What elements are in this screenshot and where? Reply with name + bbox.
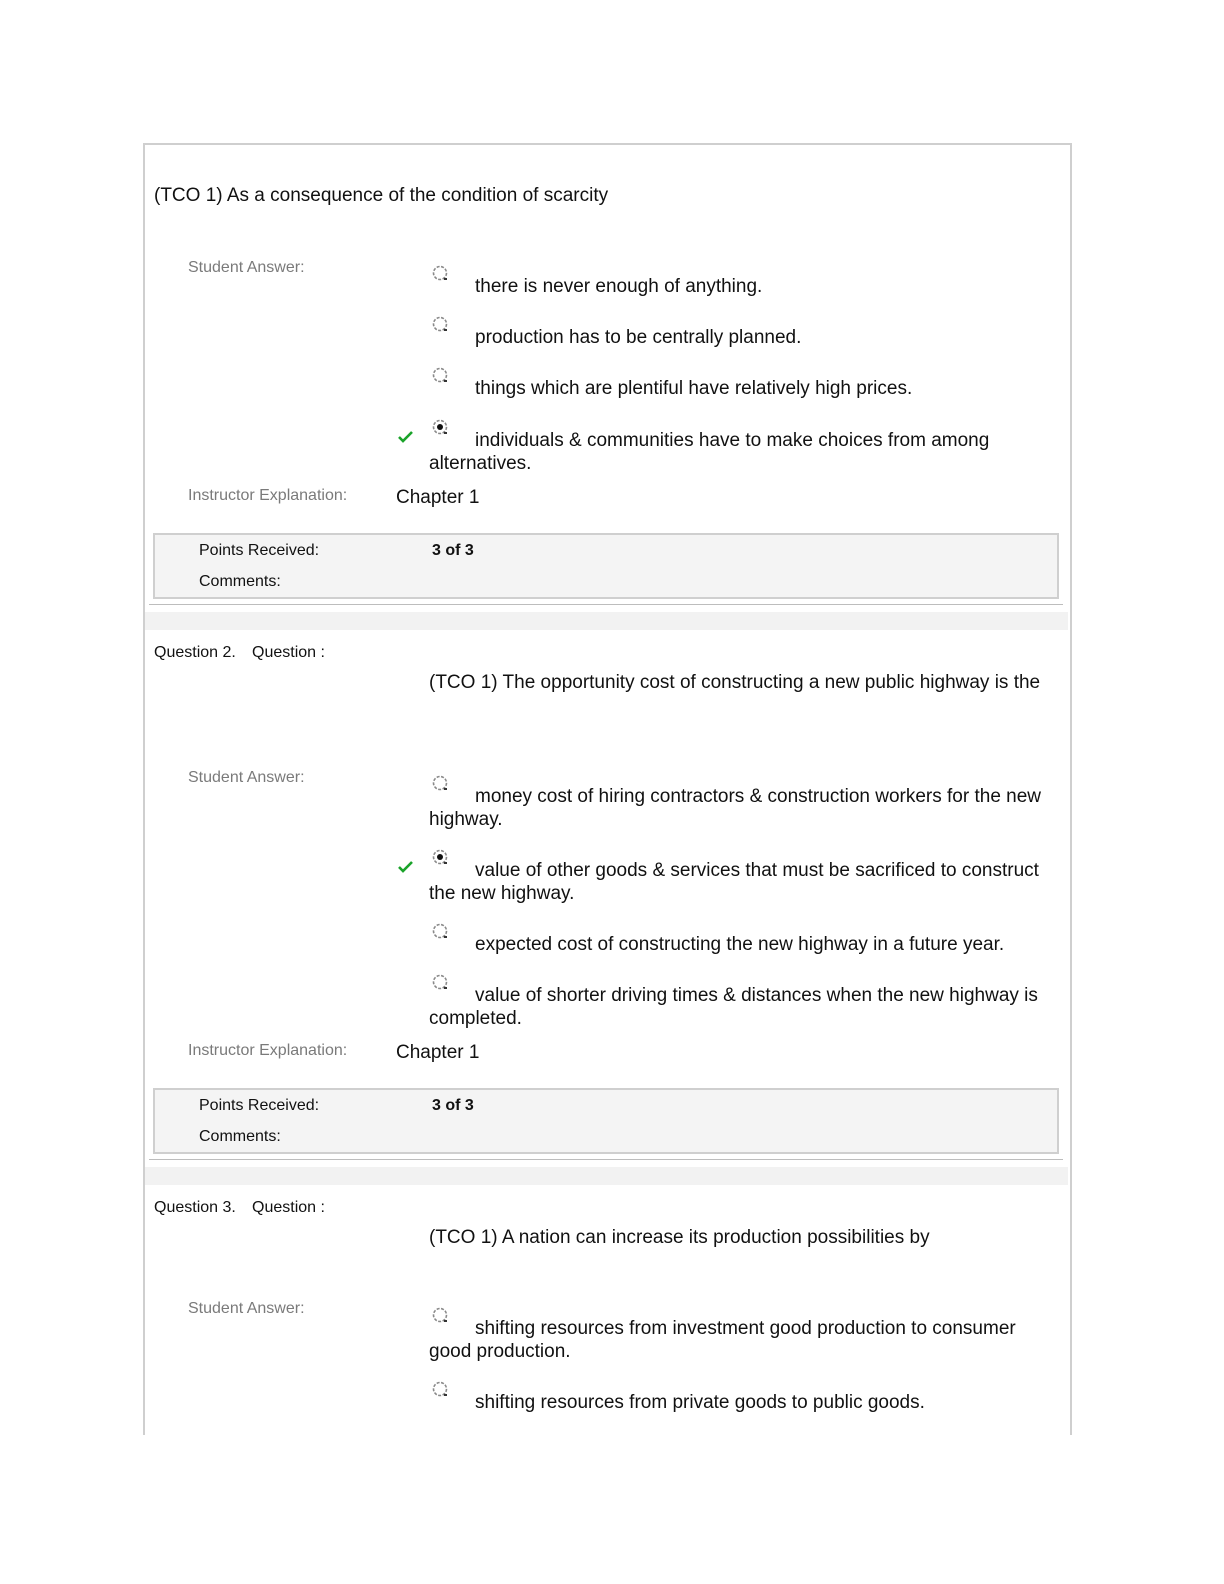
checkmark-icon (398, 860, 414, 874)
answer-option: shifting resources from investment good production to consumer good production. (429, 1318, 1016, 1362)
answer-option-selected: individuals & communities have to make choices from among alternatives. (429, 430, 990, 474)
answer-option: money cost of hiring contractors & construction workers for the new highway. (429, 786, 1042, 830)
answer-option: there is never enough of anything. (475, 276, 763, 297)
answer-option: value of shorter driving times & distances when the new highway is completed. (429, 985, 1038, 1029)
question-text: (TCO 1) A nation can increase its production possibilities by (429, 1227, 930, 1248)
question-number: Question 3. (154, 1199, 236, 1216)
question-text: (TCO 1) As a consequence of the condition of scarcity (154, 185, 609, 206)
answer-option-selected: value of other goods & services that must be sacrificed to construct the new highway. (429, 860, 1039, 904)
instructor-explanation: Chapter 1 (396, 487, 480, 508)
question-text: (TCO 1) The opportunity cost of constructing a new public highway is the (429, 672, 1041, 693)
student-answer-label: Student Answer: (188, 769, 305, 786)
separator-band (145, 612, 1068, 630)
question-label: Question : (252, 1199, 325, 1216)
comments-label: Comments: (199, 1128, 281, 1145)
divider (149, 604, 1063, 605)
comments-label: Comments: (199, 573, 281, 590)
points-panel (153, 1088, 1059, 1154)
student-answer-label: Student Answer: (188, 259, 305, 276)
student-answer-label: Student Answer: (188, 1300, 305, 1317)
answer-option: expected cost of constructing the new highway in a future year. (475, 934, 1005, 955)
instructor-explanation-label: Instructor Explanation: (188, 487, 348, 504)
separator-band (145, 1167, 1068, 1185)
question-number: Question 2. (154, 644, 236, 661)
checkmark-icon (398, 430, 414, 444)
divider (149, 1159, 1063, 1160)
points-panel (153, 533, 1059, 599)
points-received-value: 3 of 3 (432, 542, 474, 559)
instructor-explanation: Chapter 1 (396, 1042, 480, 1063)
answer-option: production has to be centrally planned. (475, 327, 802, 348)
question-label: Question : (252, 644, 325, 661)
answer-option: shifting resources from private goods to public goods. (475, 1392, 925, 1413)
answer-option: things which are plentiful have relatively high prices. (475, 378, 913, 399)
points-received-label: Points Received: (199, 542, 320, 559)
points-received-label: Points Received: (199, 1097, 320, 1114)
points-received-value: 3 of 3 (432, 1097, 474, 1114)
instructor-explanation-label: Instructor Explanation: (188, 1042, 348, 1059)
